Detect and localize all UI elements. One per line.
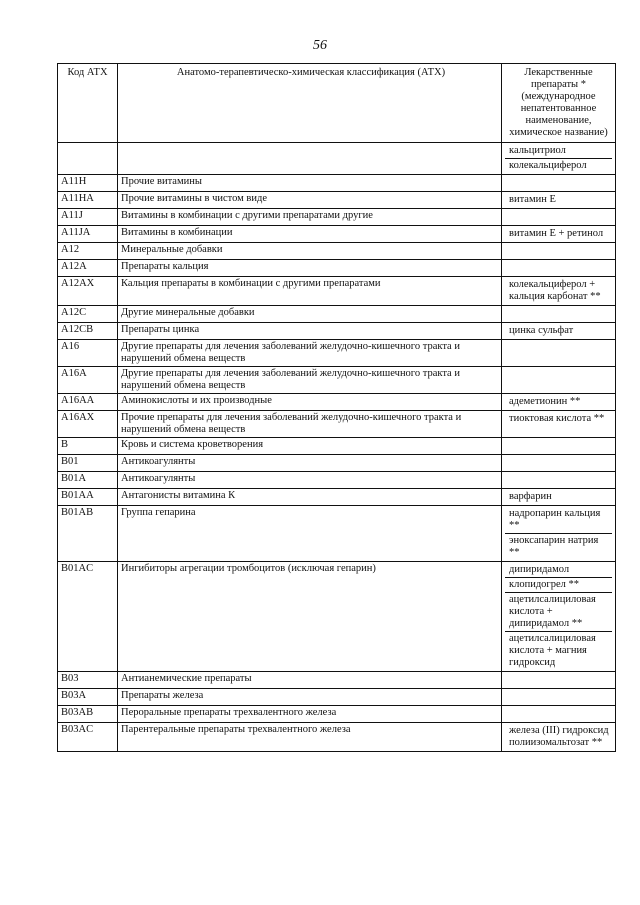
drug-name [505, 210, 612, 224]
table-row [58, 175, 616, 192]
drug-list [502, 323, 616, 340]
classification-name: Кровь и система кроветворения [118, 438, 502, 455]
drug-list [502, 226, 616, 243]
table-row [58, 226, 616, 243]
atx-code: A12 [58, 243, 118, 260]
atx-code: B03 [58, 672, 118, 689]
classification-name: Парентеральные препараты трехвалентного железа [118, 723, 502, 752]
classification-name [118, 143, 502, 175]
classification-name: Препараты железа [118, 689, 502, 706]
drug-name: надропарин кальция ** [509, 508, 601, 531]
drug-list [502, 306, 616, 323]
drug-name [505, 439, 612, 453]
drug-name: колекальциферол + кальция карбонат ** [509, 279, 601, 302]
classification-name: Витамины в комбинации с другими препаратами другие [118, 209, 502, 226]
table-row [58, 506, 616, 562]
atx-code: A11HA [58, 192, 118, 209]
drug-name: колекальциферол [505, 158, 612, 173]
atx-code: B01AB [58, 506, 118, 562]
classification-name: Кальция препараты в комбинации с другими препаратами [118, 277, 502, 306]
drug-list [502, 689, 616, 706]
atx-code: B01AA [58, 489, 118, 506]
atx-code: A11H [58, 175, 118, 192]
drug-list [502, 672, 616, 689]
classification-name: Препараты кальция [118, 260, 502, 277]
atx-code: B01AC [58, 562, 118, 672]
classification-name: Другие минеральные добавки [118, 306, 502, 323]
atx-code: B01A [58, 472, 118, 489]
header-code: Код АТХ [58, 64, 118, 143]
classification-name: Аминокислоты и их производные [118, 394, 502, 411]
table-row [58, 243, 616, 260]
drug-list [502, 706, 616, 723]
header-classification: Анатомо-терапевтическо-химическая классификация (АТХ) [118, 64, 502, 143]
atx-code: A16 [58, 340, 118, 367]
atx-code: A12A [58, 260, 118, 277]
drug-name [505, 307, 612, 321]
drug-name: эноксапарин натрия ** [505, 533, 612, 560]
drug-name: ацетилсалициловая кислота + дипиридамол ** [505, 592, 612, 631]
atx-code: A16AA [58, 394, 118, 411]
table-row [58, 411, 616, 438]
atx-code: B03AC [58, 723, 118, 752]
table-row [58, 260, 616, 277]
classification-name: Антагонисты витамина К [118, 489, 502, 506]
atx-code: A12C [58, 306, 118, 323]
table-row [58, 455, 616, 472]
table-row [58, 323, 616, 340]
atx-code: A12CB [58, 323, 118, 340]
table-row [58, 438, 616, 455]
page-number: 56 [313, 38, 327, 53]
drug-name [505, 673, 612, 687]
classification-name: Другие препараты для лечения заболеваний желудочно-кишечного тракта и нарушений обмена веществ [118, 367, 502, 394]
drug-name [505, 261, 612, 275]
drug-name: тиоктовая кислота ** [509, 413, 605, 424]
classification-name: Минеральные добавки [118, 243, 502, 260]
header-drugs: Лекарственные препараты * (международное непатентованное наименование, химическое название) [502, 64, 616, 143]
drug-list [502, 506, 616, 562]
atx-code: B03A [58, 689, 118, 706]
drug-name [505, 244, 612, 258]
drug-list [502, 260, 616, 277]
table-header-row [58, 64, 616, 143]
classification-name: Другие препараты для лечения заболеваний желудочно-кишечного тракта и нарушений обмена веществ [118, 340, 502, 367]
classification-name: Антикоагулянты [118, 472, 502, 489]
atx-code: A11J [58, 209, 118, 226]
drug-list [502, 192, 616, 209]
drug-list [502, 277, 616, 306]
table-row [58, 277, 616, 306]
table-row [58, 723, 616, 752]
drug-list [502, 394, 616, 411]
classification-name: Группа гепарина [118, 506, 502, 562]
table-row [58, 143, 616, 175]
drug-list [502, 723, 616, 752]
table-row [58, 209, 616, 226]
classification-name: Ингибиторы агрегации тромбоцитов (исключая гепарин) [118, 562, 502, 672]
drug-name: цинка сульфат [509, 325, 574, 336]
drug-list [502, 411, 616, 438]
classification-name: Пероральные препараты трехвалентного железа [118, 706, 502, 723]
atx-code: B03AB [58, 706, 118, 723]
atx-code: A11JA [58, 226, 118, 243]
table-row [58, 394, 616, 411]
table-row [58, 340, 616, 367]
drug-list [502, 340, 616, 367]
table-row [58, 689, 616, 706]
drug-name [505, 176, 612, 190]
drug-name: кальцитриол [509, 145, 566, 156]
drug-name [505, 341, 612, 355]
drug-list [502, 438, 616, 455]
drug-list [502, 562, 616, 672]
atx-code: A16A [58, 367, 118, 394]
table-row [58, 367, 616, 394]
table-row [58, 489, 616, 506]
drug-name: дипиридамол [509, 564, 570, 575]
drug-name: адеметионин ** [509, 396, 581, 407]
drug-list [502, 243, 616, 260]
classification-name: Антикоагулянты [118, 455, 502, 472]
drug-name: клопидогрел ** [505, 577, 612, 592]
drug-list [502, 143, 616, 175]
drug-name: витамин Е [509, 194, 556, 205]
drug-name: витамин Е + ретинол [509, 228, 604, 239]
drug-name [505, 473, 612, 487]
table-row [58, 192, 616, 209]
classification-name: Витамины в комбинации [118, 226, 502, 243]
classification-name: Прочие препараты для лечения заболеваний желудочно-кишечного тракта и нарушений обмена веществ [118, 411, 502, 438]
atx-code: A12AX [58, 277, 118, 306]
drug-name: железа (III) гидроксид полиизомальтозат ** [509, 725, 609, 748]
classification-name: Прочие витамины [118, 175, 502, 192]
classification-name: Препараты цинка [118, 323, 502, 340]
drug-list [502, 489, 616, 506]
table-row [58, 472, 616, 489]
drug-name: варфарин [509, 491, 552, 502]
atx-code [58, 143, 118, 175]
atx-table [57, 63, 616, 752]
atx-code: B [58, 438, 118, 455]
classification-name: Антианемические препараты [118, 672, 502, 689]
drug-name: ацетилсалициловая кислота + магния гидроксид [505, 631, 612, 670]
table-row [58, 706, 616, 723]
drug-list [502, 367, 616, 394]
drug-name [505, 456, 612, 470]
drug-list [502, 175, 616, 192]
drug-list [502, 472, 616, 489]
atx-code: A16AX [58, 411, 118, 438]
classification-name: Прочие витамины в чистом виде [118, 192, 502, 209]
table-row [58, 306, 616, 323]
drug-list [502, 209, 616, 226]
table-row [58, 562, 616, 672]
atx-code: B01 [58, 455, 118, 472]
drug-name [505, 368, 612, 382]
drug-list [502, 455, 616, 472]
table-row [58, 672, 616, 689]
drug-name [505, 707, 612, 721]
drug-name [505, 690, 612, 704]
